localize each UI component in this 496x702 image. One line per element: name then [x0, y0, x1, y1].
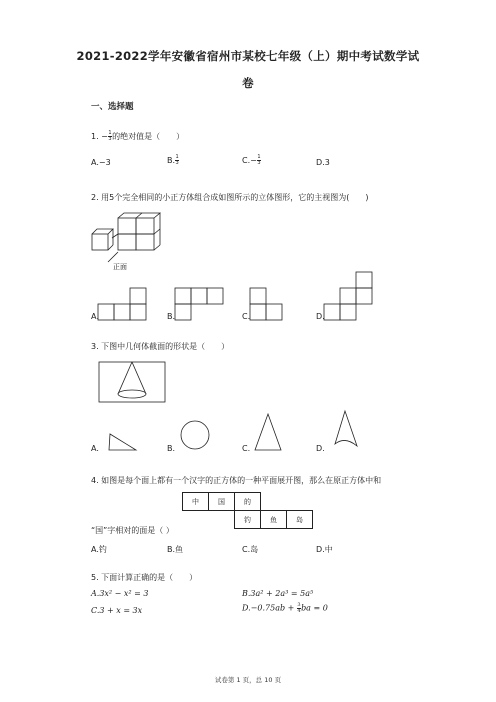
q1-option-a: A.−3 [91, 158, 111, 167]
q3-option-a-triangle [108, 432, 138, 452]
q1-frac-num: 1 [108, 130, 112, 136]
q4-option-c: C.岛 [242, 545, 259, 554]
q3-option-c: C. [242, 444, 251, 453]
q1-c-num: 1 [257, 154, 261, 160]
q3-option-d-shape [330, 410, 362, 452]
q2-option-a: A. [91, 312, 99, 321]
q5-option-c: C.3 + x = 3x [91, 606, 143, 615]
q1-prefix: 1. − [91, 132, 108, 141]
q3-option-b: B. [167, 444, 176, 453]
q2-option-b-figure [175, 286, 227, 322]
q5-option-a: A.3x² − x² = 3 [91, 589, 149, 598]
q3-option-b-circle [180, 420, 212, 452]
net-cell: 钓 [235, 511, 261, 529]
q2-option-d: D. [316, 312, 325, 321]
q1-b-num: 1 [175, 154, 179, 160]
q1-b-den: 3 [175, 160, 179, 166]
net-cell: 鱼 [261, 511, 287, 529]
q1-c-den: 3 [257, 160, 261, 166]
q3-option-d: D. [316, 444, 325, 453]
q4-option-d: D.中 [316, 545, 333, 554]
q5-d-post: ba = 0 [301, 603, 328, 613]
q5-d-pre: D.−0.75ab + [242, 603, 297, 613]
question-4-stem: 4. 如图是每个面上都有一个汉字的正方体的一种平面展开图，那么在原正方体中和 [91, 476, 382, 485]
q1-c-label: C.− [242, 156, 257, 165]
page-footer: 试卷第 1 页，总 10 页 [214, 676, 282, 684]
q2-option-d-figure [324, 270, 376, 322]
q2-option-a-figure [98, 286, 150, 322]
q4-option-a: A.钓 [91, 545, 107, 554]
page-title-line1: 2021-2022学年安徽省宿州市某校七年级（上）期中考试数学试 [76, 49, 420, 63]
q2-option-c-figure [250, 286, 290, 322]
net-cell: 的 [235, 493, 261, 511]
net-cell: 国 [209, 493, 235, 511]
q1-b-label: B. [167, 156, 176, 165]
question-1-stem [91, 131, 184, 142]
q5-d-num: 3 [297, 602, 301, 608]
section-heading: 一、选择题 [91, 102, 134, 112]
q4-cube-net [182, 492, 313, 529]
net-cell: 中 [183, 493, 209, 511]
page-title-line2: 卷 [242, 76, 254, 90]
q5-option-d [242, 603, 328, 614]
q1-frac-den: 3 [108, 136, 112, 142]
net-cell: 岛 [287, 511, 313, 529]
q4-option-b: B.鱼 [167, 545, 184, 554]
q2-front-label: 正面 [113, 263, 127, 271]
q5-option-b: B.3a² + 2a³ = 5a⁵ [242, 589, 314, 598]
q2-option-c: C. [242, 312, 251, 321]
q3-option-c-triangle [254, 413, 284, 453]
q2-option-b: B. [167, 312, 176, 321]
question-3-stem: 3. 下图中几何体截面的形状是（ ） [91, 342, 230, 351]
q2-cube-figure [88, 212, 168, 274]
question-2-stem: 2. 用5个完全相同的小正方体组合成如图所示的立体图形，它的主视图为( ) [91, 193, 369, 202]
q1-option-c [242, 155, 261, 166]
q3-option-a: A. [91, 444, 99, 453]
question-4-stem-cont: “国”字相对的面是（ ） [91, 526, 174, 535]
q5-d-den: 4 [297, 608, 301, 614]
q1-suffix: 的绝对值是（ ） [112, 132, 185, 141]
question-5-stem: 5. 下面计算正确的是（ ） [91, 573, 198, 582]
q3-cone-figure [98, 358, 168, 406]
q1-option-d: D.3 [316, 158, 330, 167]
q1-option-b [167, 155, 179, 166]
